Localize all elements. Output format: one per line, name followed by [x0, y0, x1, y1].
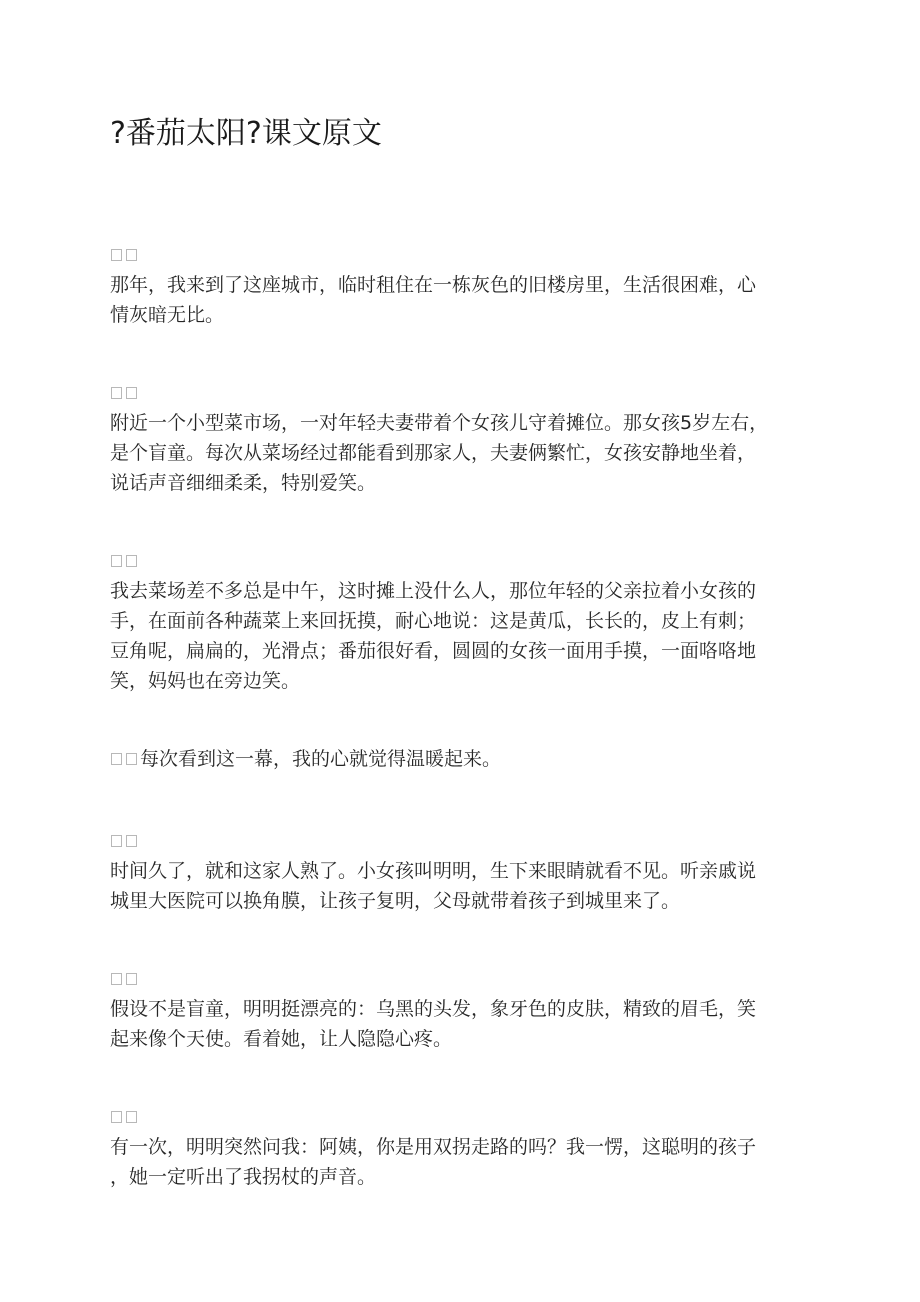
paragraph-line: 情灰暗无比。 — [110, 304, 225, 326]
missing-glyph-indent — [110, 1102, 140, 1132]
paragraph-2 — [110, 378, 800, 498]
document-title: ?番茄太阳?课文原文 — [110, 116, 382, 151]
paragraph-line: 城里大医院可以换角膜，让孩子复明，父母就带着孩子到城里来了。 — [110, 890, 681, 912]
paragraph-line: 附近一个小型菜市场，一对年轻夫妻带着个女孩儿守着摊位。那女孩5岁左右， — [110, 412, 769, 434]
paragraph-line: ，她一定听出了我拐杖的声音。 — [110, 1166, 377, 1188]
paragraph-4 — [110, 744, 800, 774]
missing-glyph-indent — [110, 964, 140, 994]
paragraph-line: 是个盲童。每次从菜场经过都能看到那家人，夫妻俩繁忙，女孩安静地坐着， — [110, 442, 757, 464]
paragraph-5 — [110, 826, 800, 916]
paragraph-7 — [110, 1102, 800, 1192]
paragraph-line: 说话声音细细柔柔，特别爱笑。 — [110, 472, 377, 494]
missing-glyph-indent — [110, 378, 140, 408]
paragraph-line: 时间久了，就和这家人熟了。小女孩叫明明，生下来眼睛就看不见。听亲戚说 — [110, 860, 757, 882]
paragraph-line: 笑，妈妈也在旁边笑。 — [110, 670, 301, 692]
paragraph-line: 手，在面前各种蔬菜上来回抚摸，耐心地说：这是黄瓜，长长的，皮上有刺； — [110, 610, 757, 632]
paragraph-line: 起来像个天使。看着她，让人隐隐心疼。 — [110, 1028, 453, 1050]
missing-glyph-indent — [110, 546, 140, 576]
missing-glyph-indent — [110, 744, 140, 774]
paragraph-line: 豆角呢，扁扁的，光滑点；番茄很好看，圆圆的女孩一面用手摸，一面咯咯地 — [110, 640, 757, 662]
paragraph-line: 有一次，明明突然问我：阿姨，你是用双拐走路的吗？我一愣，这聪明的孩子 — [110, 1136, 757, 1158]
paragraph-3 — [110, 546, 800, 696]
paragraph-line: 每次看到这一幕，我的心就觉得温暖起来。 — [140, 748, 502, 770]
missing-glyph-indent — [110, 826, 140, 856]
paragraph-6 — [110, 964, 800, 1054]
paragraph-line: 我去菜场差不多总是中午，这时摊上没什么人，那位年轻的父亲拉着小女孩的 — [110, 580, 757, 602]
paragraph-line: 假设不是盲童，明明挺漂亮的：乌黑的头发，象牙色的皮肤，精致的眉毛，笑 — [110, 998, 757, 1020]
paragraph-line: 那年，我来到了这座城市，临时租住在一栋灰色的旧楼房里，生活很困难，心 — [110, 274, 757, 296]
paragraph-1 — [110, 240, 800, 330]
missing-glyph-indent — [110, 240, 140, 270]
